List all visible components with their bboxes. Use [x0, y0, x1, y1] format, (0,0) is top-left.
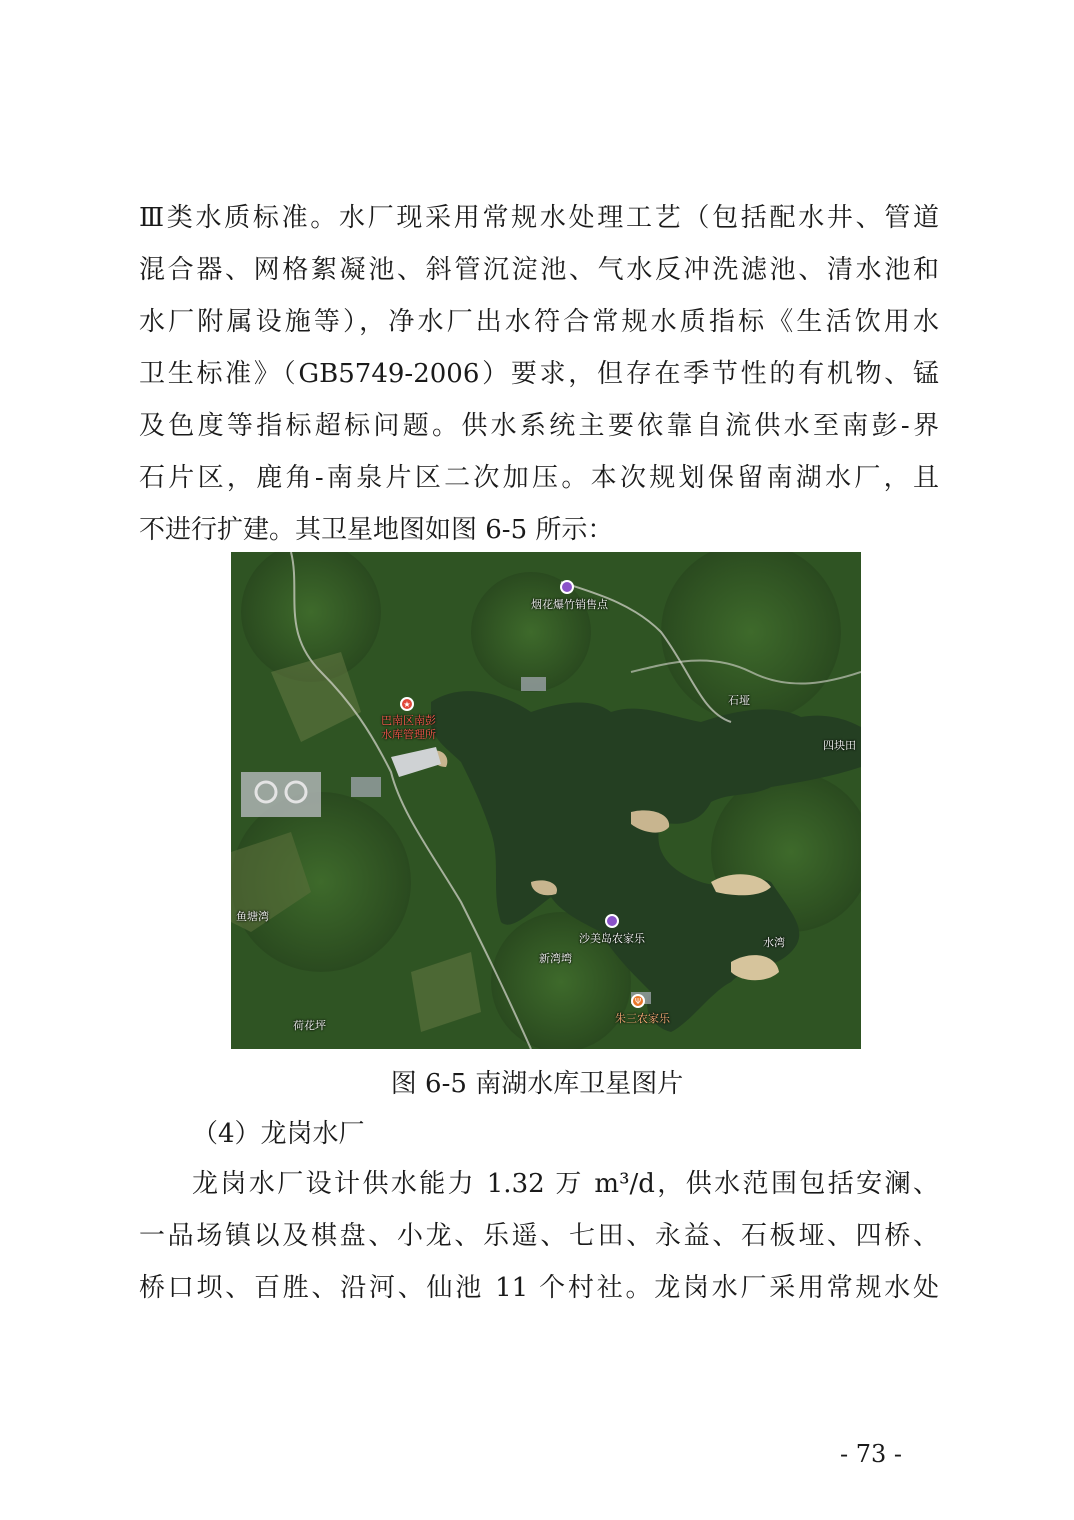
map-label-fireworks: 烟花爆竹销售点	[531, 598, 608, 611]
paragraph-line: 不进行扩建。其卫星地图如图 6-5 所示：	[139, 515, 614, 545]
satellite-image	[231, 552, 861, 1049]
zhusan-restaurant-icon: Ψ	[631, 994, 645, 1008]
paragraph-line: Ⅲ类水质标准。水厂现采用常规水处理工艺（包括配水井、管道	[139, 203, 939, 233]
map-label-place: 水湾	[763, 936, 785, 949]
map-label-place: 荷花坪	[293, 1019, 326, 1032]
shamei-resort-icon	[605, 914, 619, 928]
map-label-admin-line1: 巴南区南彭	[381, 714, 436, 727]
map-label-admin-line2: 水库管理所	[381, 728, 436, 741]
paragraph-line: 石片区，鹿角-南泉片区二次加压。本次规划保留南湖水厂，且	[139, 463, 939, 493]
map-label-place: 石垭	[728, 694, 750, 707]
page-number: - 73 -	[840, 1440, 903, 1468]
fireworks-shop-icon	[560, 580, 574, 594]
map-label-place: 四块田	[823, 739, 856, 752]
map-label-place: 鱼塘湾	[236, 910, 269, 923]
admin-office-icon: ★	[400, 697, 414, 711]
paragraph-line: 卫生标准》（GB5749-2006）要求，但存在季节性的有机物、锰	[139, 359, 939, 389]
paragraph-line: 龙岗水厂设计供水能力 1.32 万 m³/d，供水范围包括安澜、	[192, 1169, 939, 1199]
paragraph-line: 一品场镇以及棋盘、小龙、乐遥、七田、永益、石板垭、四桥、	[139, 1221, 939, 1251]
map-label-zhusan: 朱三农家乐	[615, 1012, 670, 1025]
paragraph-line: 及色度等指标超标问题。供水系统主要依靠自流供水至南彭-界	[139, 411, 939, 441]
paragraph-line: 桥口坝、百胜、沿河、仙池 11 个村社。龙岗水厂采用常规水处	[139, 1273, 939, 1303]
map-label-place: 新湾塆	[539, 952, 572, 965]
satellite-map-figure	[231, 552, 861, 1049]
map-label-shamei: 沙美岛农家乐	[579, 932, 645, 945]
section-heading: （4）龙岗水厂	[192, 1119, 365, 1149]
paragraph-line: 水厂附属设施等），净水厂出水符合常规水质指标《生活饮用水	[139, 307, 939, 337]
paragraph-line: 混合器、网格絮凝池、斜管沉淀池、气水反冲洗滤池、清水池和	[139, 255, 939, 285]
figure-caption: 图 6-5 南湖水库卫星图片	[390, 1069, 684, 1099]
